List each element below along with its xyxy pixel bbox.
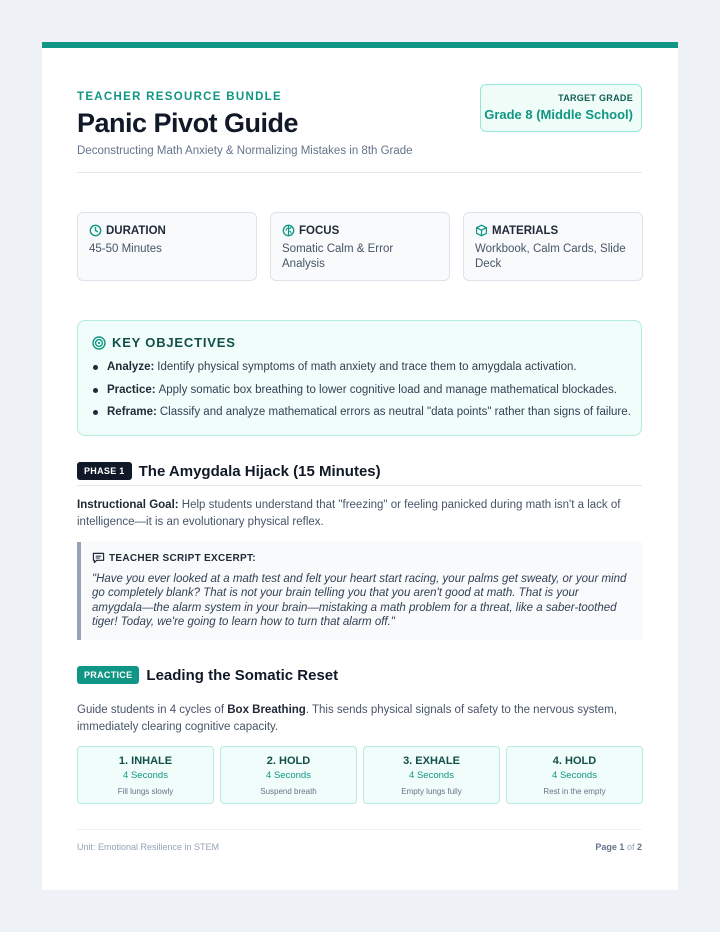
header-kicker: TEACHER RESOURCE BUNDLE [77,91,282,103]
objective-item [92,384,617,396]
page-current: 1 [619,842,625,852]
practice-badge: PRACTICE [77,666,139,684]
bullet-dot [93,410,98,415]
phase1-title: The Amygdala Hijack (15 Minutes) [138,462,381,480]
script-label: TEACHER SCRIPT EXCERPT: [109,552,256,564]
info-card-label: FOCUS [299,224,340,237]
step-seconds: 4 Seconds [123,770,168,781]
target-grade-label: TARGET GRADE [558,93,633,103]
info-card-focus [270,212,450,281]
info-card-value: Workbook, Calm Cards, Slide Deck [475,243,626,270]
page-total: 2 [636,842,642,852]
step-title: 3. EXHALE [403,755,460,767]
objective-term: Reframe: [107,406,157,418]
page-number [595,842,642,852]
step-seconds: 4 Seconds [266,770,311,781]
page-title: Panic Pivot Guide [77,108,299,138]
phase1-divider [77,485,642,486]
document-page [42,42,678,890]
info-card-label: DURATION [106,224,166,237]
accent-top-bar [42,42,678,48]
step-seconds: 4 Seconds [552,770,597,781]
step-title: 1. INHALE [118,755,173,767]
page-of: of [626,842,635,852]
footer-divider [77,829,642,830]
header-divider [77,172,642,173]
breathing-step-card [363,746,500,804]
objective-text: Identify physical symptoms of math anxiety and trace them to amygdala activation. [157,361,577,373]
step-title: 2. HOLD [266,755,311,767]
brain-icon [282,224,295,237]
objective-text: Apply somatic box breathing to lower cognitive load and manage mathematical blockades. [158,384,617,396]
target-grade-box [480,84,642,132]
footer-unit: Unit: Emotional Resilience in STEM [77,842,220,852]
practice-intro-after: . This sends physical signals of safety to the nervous system, immediately clearing cognitive capacity. [77,704,617,733]
step-desc: Suspend breath [260,787,317,796]
speech-bubble-icon [92,552,105,564]
objective-item [92,406,631,418]
step-title: 4. HOLD [552,755,597,767]
practice-title: Leading the Somatic Reset [146,666,339,684]
step-desc: Empty lungs fully [401,787,462,796]
objective-term: Practice: [107,384,156,396]
instructional-goal [77,497,642,531]
objective-item [92,361,577,373]
target-icon [92,336,106,350]
page-prefix: Page [595,842,617,852]
info-card-materials [463,212,643,281]
bullet-dot [93,388,98,393]
step-seconds: 4 Seconds [409,770,454,781]
goal-text: Help students understand that "freezing" or feeling panicked during math isn't a lack of intelligence—it is an evolutionary physical reflex. [77,499,621,528]
info-card-duration [77,212,257,281]
objectives-heading: KEY OBJECTIVES [112,335,236,350]
phase1-header [77,462,381,480]
teacher-script-box [77,542,642,640]
breathing-step-card [77,746,214,804]
objective-text: Classify and analyze mathematical errors as neutral "data points" rather than signs of failure. [159,406,631,418]
page-subtitle: Deconstructing Math Anxiety & Normalizing Mistakes in 8th Grade [77,145,413,157]
info-card-value: Somatic Calm & Error Analysis [282,243,394,270]
practice-intro [77,702,642,736]
goal-label: Instructional Goal: [77,499,179,511]
phase1-badge: PHASE 1 [77,462,132,480]
practice-intro-before: Guide students in 4 cycles of [77,704,225,716]
info-card-value: 45-50 Minutes [89,243,162,255]
step-desc: Rest in the empty [543,787,606,796]
script-text: "Have you ever looked at a math test and felt your heart start racing, your palms get sweaty, or your mind go completely blank? That is not your brain telling you that you aren't good at math. That is your amygdala—the alarm system in your brain—mistaking a math problem for a threat, like a saber-toothed tiger! Today, we're going to learn how to turn that alarm off." [92,573,627,628]
box-icon [475,224,488,237]
info-card-label: MATERIALS [492,224,559,237]
practice-header [77,666,338,684]
objective-term: Analyze: [107,361,155,373]
target-grade-value: Grade 8 (Middle School) [484,107,633,122]
breathing-step-card [506,746,643,804]
practice-intro-bold: Box Breathing [227,704,306,716]
clock-icon [89,224,102,237]
bullet-dot [93,365,98,370]
step-desc: Fill lungs slowly [117,787,174,796]
key-objectives-box [77,320,642,436]
breathing-step-card [220,746,357,804]
